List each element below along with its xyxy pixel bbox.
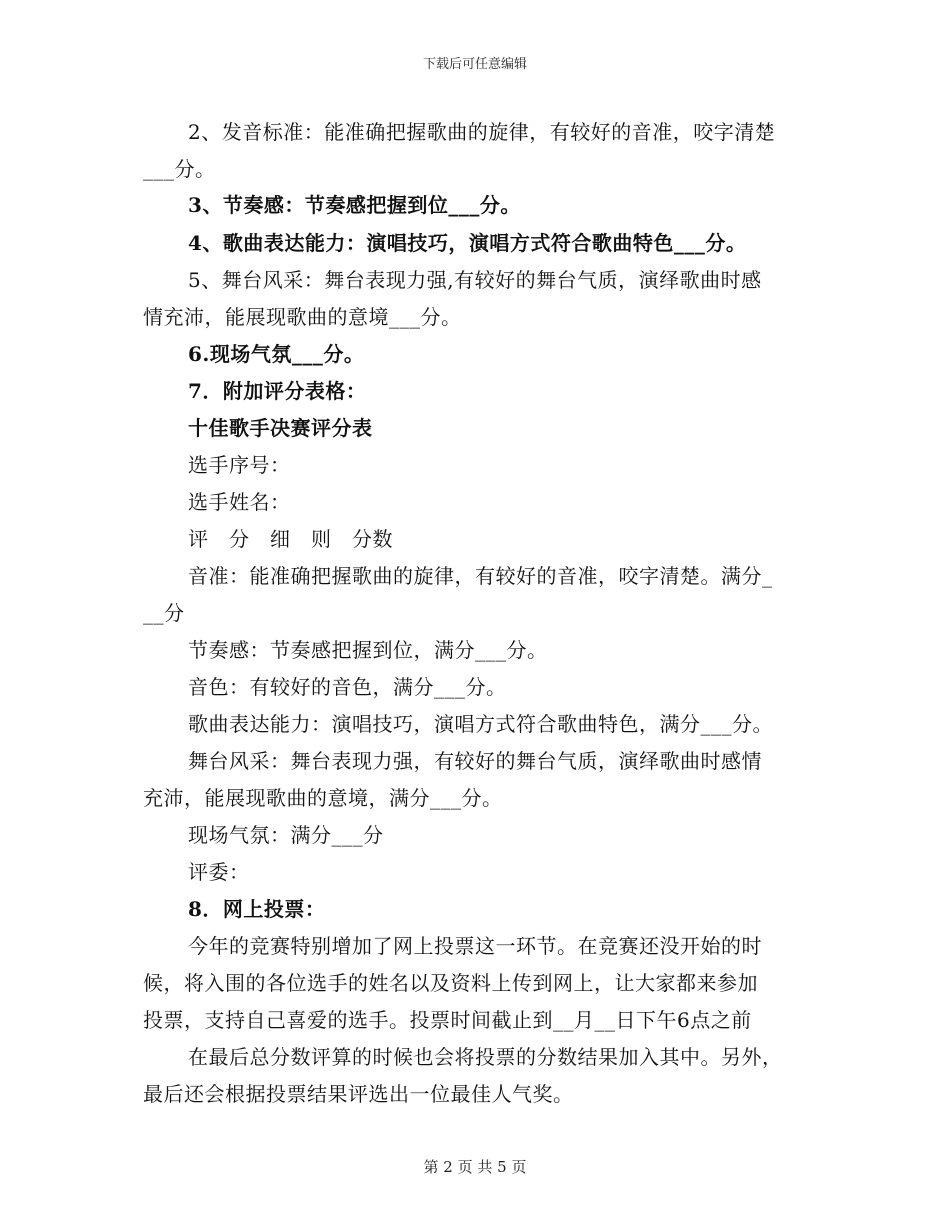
text-line: __分 [143,601,185,625]
text-line: 最后还会根据投票结果评选出一位最佳人气奖。 [143,1082,574,1106]
text-line: 2、发音标准：能准确把握歌曲的旋律，有较好的音准，咬字清楚 [188,120,776,144]
text-line: 现场气氛：满分___分 [188,823,384,847]
text-line: ___分。 [143,157,216,181]
text-line: 今年的竞赛特别增加了网上投票这一环节。在竞赛还没开始的时 [188,934,762,958]
page-header: 下载后可任意编辑 [422,57,527,72]
heading-expression: 4、歌曲表达能力：演唱技巧，演唱方式符合歌曲特色___分。 [188,231,747,255]
text-line: 投票，支持自己喜爱的选手。投票时间截止到__月__日下午6点之前 [143,1008,752,1032]
text-line: 节奏感：节奏感把握到位，满分___分。 [188,638,548,662]
score-sheet-title: 十佳歌手决赛评分表 [188,416,373,440]
text-line: 音色：有较好的音色，满分___分。 [188,675,507,699]
text-line: 情充沛，能展现歌曲的意境___分。 [143,305,462,329]
text-line: 候，将入围的各位选手的姓名以及资料上传到网上，让大家都来参加 [143,971,758,995]
text-line: 充沛，能展现歌曲的意境，满分___分。 [143,786,503,810]
text-line: 评 分 细 则 分数 [188,527,393,551]
text-line: 舞台风采：舞台表现力强，有较好的舞台气质，演绎歌曲时感情 [188,749,762,773]
text-line: 在最后总分数评算的时候也会将投票的分数结果加入其中。另外， [188,1045,783,1069]
heading-rhythm: 3、节奏感：节奏感把握到位___分。 [188,193,521,217]
text-line: 选手序号： [188,453,291,477]
text-line: 歌曲表达能力：演唱技巧，演唱方式符合歌曲特色，满分___分。 [188,712,773,736]
heading-atmosphere: 6.现场气氛___分。 [188,342,365,366]
heading-scoring-table: 7．附加评分表格： [188,379,367,403]
text-line: 选手姓名： [188,490,291,514]
page-footer: 第 2 页 共 5 页 [423,1158,527,1176]
text-line: 评委： [188,860,250,884]
text-line: 5、舞台风采：舞台表现力强,有较好的舞台气质，演绎歌曲时感 [188,268,762,292]
text-line: 音准：能准确把握歌曲的旋律，有较好的音准，咬字清楚。满分_ [188,564,773,588]
heading-online-voting: 8．网上投票： [188,897,326,921]
